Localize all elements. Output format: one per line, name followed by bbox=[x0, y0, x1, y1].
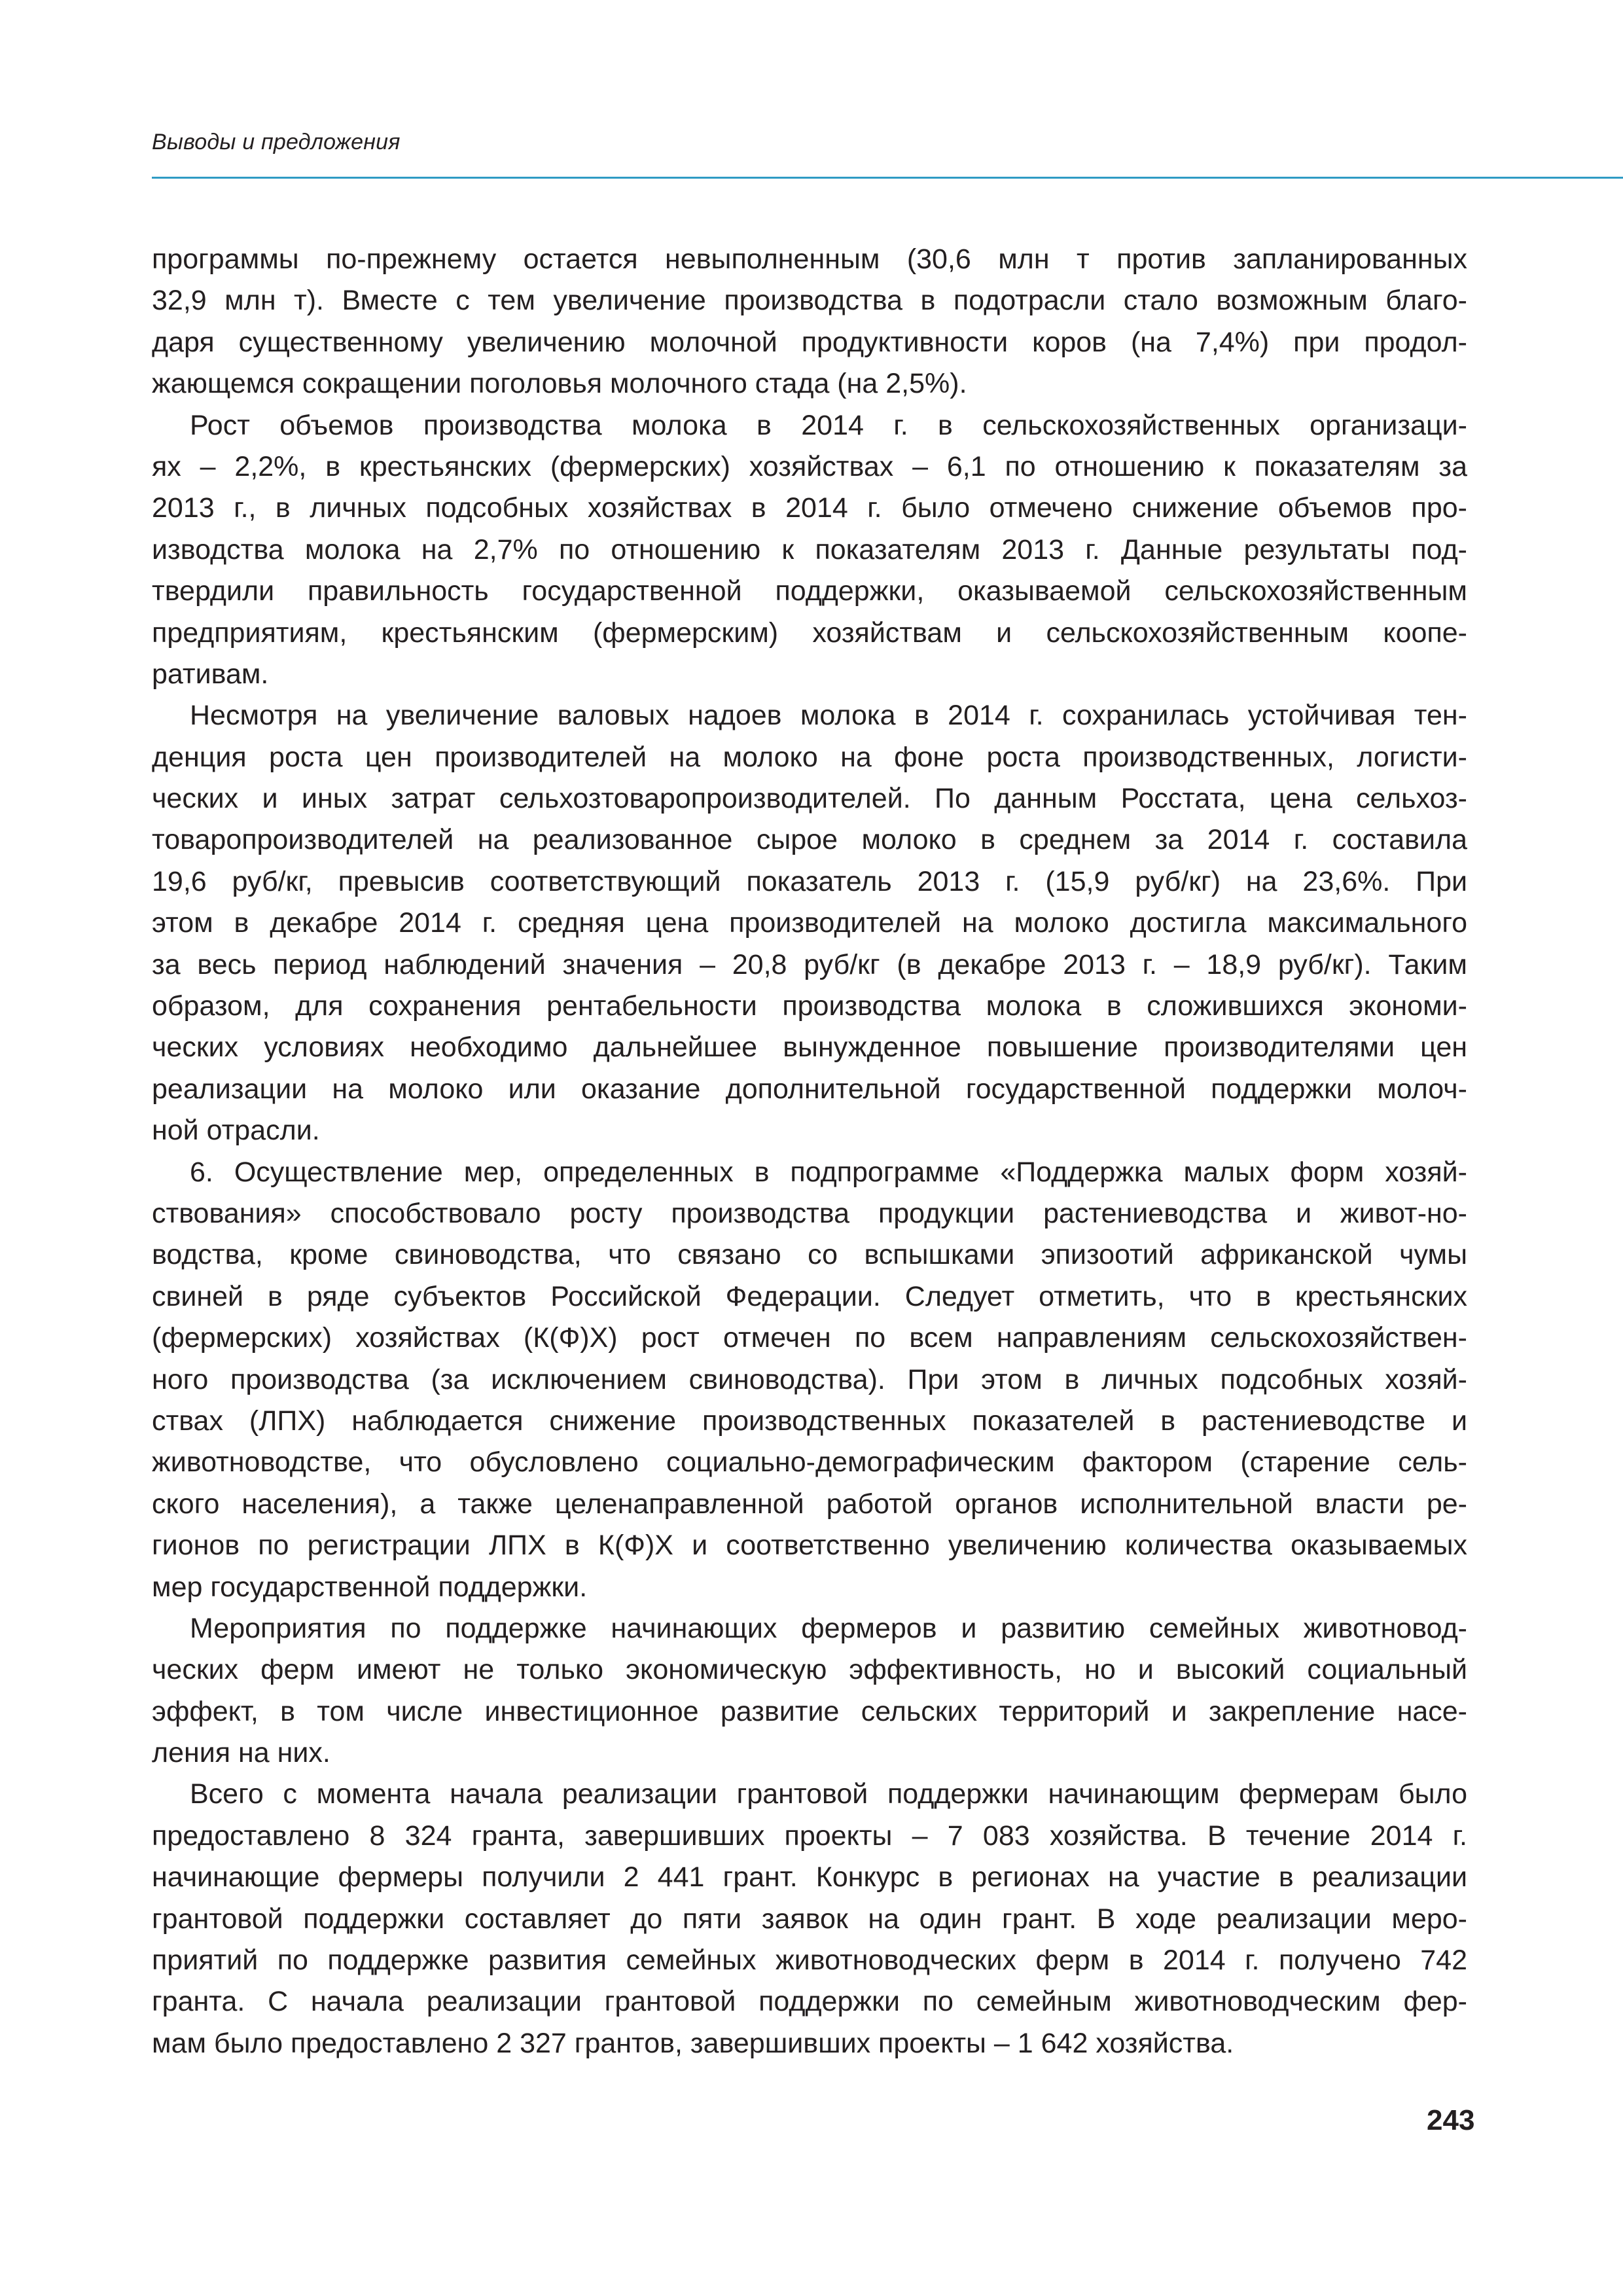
text-line: предприятиям, крестьянским (фермерским) хозяйствам и сельскохозяйственным коопе- bbox=[152, 617, 1467, 649]
text-line: жающемся сокращении поголовья молочного стада (на 2,5%). bbox=[152, 368, 967, 400]
header-divider bbox=[152, 177, 1623, 179]
text-line: ческих условиях необходимо дальнейшее вынужденное повышение производителями цен bbox=[152, 1031, 1467, 1064]
text-line: 19,6 руб/кг, превысив соответствующий показатель 2013 г. (15,9 руб/кг) на 23,6%. При bbox=[152, 865, 1467, 897]
text-line: этом в декабре 2014 г. средняя цена производителей на молоко достигла максимального bbox=[152, 907, 1467, 939]
text-line: за весь период наблюдений значения – 20,8 руб/кг (в декабре 2013 г. – 18,9 руб/кг). Таким bbox=[152, 948, 1467, 980]
text-line: товаропроизводителей на реализованное сырое молоко в среднем за 2014 г. составила bbox=[152, 824, 1467, 856]
text-line: ях – 2,2%, в крестьянских (фермерских) хозяйствах – 6,1 по отношению к показателям за bbox=[152, 450, 1467, 482]
text-line: 2013 г., в личных подсобных хозяйствах в 2014 г. было отмечено снижение объемов про- bbox=[152, 492, 1467, 524]
text-line: ствах (ЛПХ) наблюдается снижение производственных показателей в растениеводстве и bbox=[152, 1405, 1467, 1437]
text-line: ского населения), а также целенаправленной работой органов исполнительной власти ре- bbox=[152, 1488, 1467, 1520]
text-line: твердили правильность государственной поддержки, оказываемой сельскохозяйственным bbox=[152, 575, 1467, 607]
text-line: 6. Осуществление мер, определенных в подпрограмме «Поддержка малых форм хозяй- bbox=[190, 1156, 1467, 1188]
text-line: начинающие фермеры получили 2 441 грант. Конкурс в регионах на участие в реализации bbox=[152, 1861, 1467, 1893]
text-line: даря существенному увеличению молочной продуктивности коров (на 7,4%) при продол- bbox=[152, 326, 1467, 358]
text-line: программы по-прежнему остается невыполненным (30,6 млн т против запланированных bbox=[152, 243, 1467, 275]
text-line: Несмотря на увеличение валовых надоев молока в 2014 г. сохранилась устойчивая тен- bbox=[190, 700, 1467, 732]
text-line: эффект, в том числе инвестиционное развитие сельских территорий и закрепление насе- bbox=[152, 1695, 1467, 1727]
text-line: Всего с момента начала реализации грантовой поддержки начинающим фермерам было bbox=[190, 1778, 1467, 1810]
text-line: животноводстве, что обусловлено социально-демографическим фактором (старение сель- bbox=[152, 1446, 1467, 1479]
text-line: гранта. С начала реализации грантовой поддержки по семейным животноводческим фер- bbox=[152, 1986, 1467, 2018]
text-line: изводства молока на 2,7% по отношению к показателям 2013 г. Данные результаты под- bbox=[152, 533, 1467, 565]
text-line: мер государственной поддержки. bbox=[152, 1571, 588, 1603]
text-line: ствования» способствовало росту производства продукции растениеводства и живот-но- bbox=[152, 1197, 1467, 1229]
text-line: ной отрасли. bbox=[152, 1115, 320, 1147]
running-title: Выводы и предложения bbox=[152, 130, 401, 154]
text-line: предоставлено 8 324 гранта, завершивших проекты – 7 083 хозяйства. В течение 2014 г. bbox=[152, 1820, 1467, 1852]
text-line: Рост объемов производства молока в 2014 г. в сельскохозяйственных организаци- bbox=[190, 409, 1467, 441]
text-line: ративам. bbox=[152, 658, 269, 690]
text-line: ческих ферм имеют не только экономическую эффективность, но и высокий социальный bbox=[152, 1654, 1467, 1686]
text-line: ления на них. bbox=[152, 1737, 330, 1769]
text-line: мам было предоставлено 2 327 грантов, завершивших проекты – 1 642 хозяйства. bbox=[152, 2027, 1234, 2059]
text-line: реализации на молоко или оказание дополнительной государственной поддержки молоч- bbox=[152, 1073, 1467, 1105]
text-line: приятий по поддержке развития семейных животноводческих ферм в 2014 г. получено 742 bbox=[152, 1945, 1467, 1977]
text-line: образом, для сохранения рентабельности производства молока в сложившихся экономи- bbox=[152, 990, 1467, 1022]
text-line: (фермерских) хозяйствах (К(Ф)Х) рост отмечен по всем направлениям сельскохозяйствен- bbox=[152, 1322, 1467, 1354]
text-line: гионов по регистрации ЛПХ в К(Ф)Х и соответственно увеличению количества оказываемых bbox=[152, 1530, 1467, 1562]
text-line: денция роста цен производителей на молоко на фоне роста производственных, логисти- bbox=[152, 741, 1467, 773]
text-line: 32,9 млн т). Вместе с тем увеличение производства в подотрасли стало возможным благо- bbox=[152, 285, 1467, 317]
page-number: 243 bbox=[1427, 2104, 1475, 2136]
text-line: ного производства (за исключением свиноводства). При этом в личных подсобных хозяй- bbox=[152, 1363, 1467, 1395]
text-line: Мероприятия по поддержке начинающих фермеров и развитию семейных животновод- bbox=[190, 1612, 1467, 1644]
text-line: ческих и иных затрат сельхозтоваропроизводителей. По данным Росстата, цена сельхоз- bbox=[152, 783, 1467, 815]
body-text bbox=[152, 239, 1467, 2064]
text-line: грантовой поддержки составляет до пяти заявок на один грант. В ходе реализации меро- bbox=[152, 1903, 1467, 1935]
text-line: водства, кроме свиноводства, что связано со вспышками эпизоотий африканской чумы bbox=[152, 1239, 1467, 1271]
text-line: свиней в ряде субъектов Российской Федерации. Следует отметить, что в крестьянских bbox=[152, 1280, 1467, 1312]
